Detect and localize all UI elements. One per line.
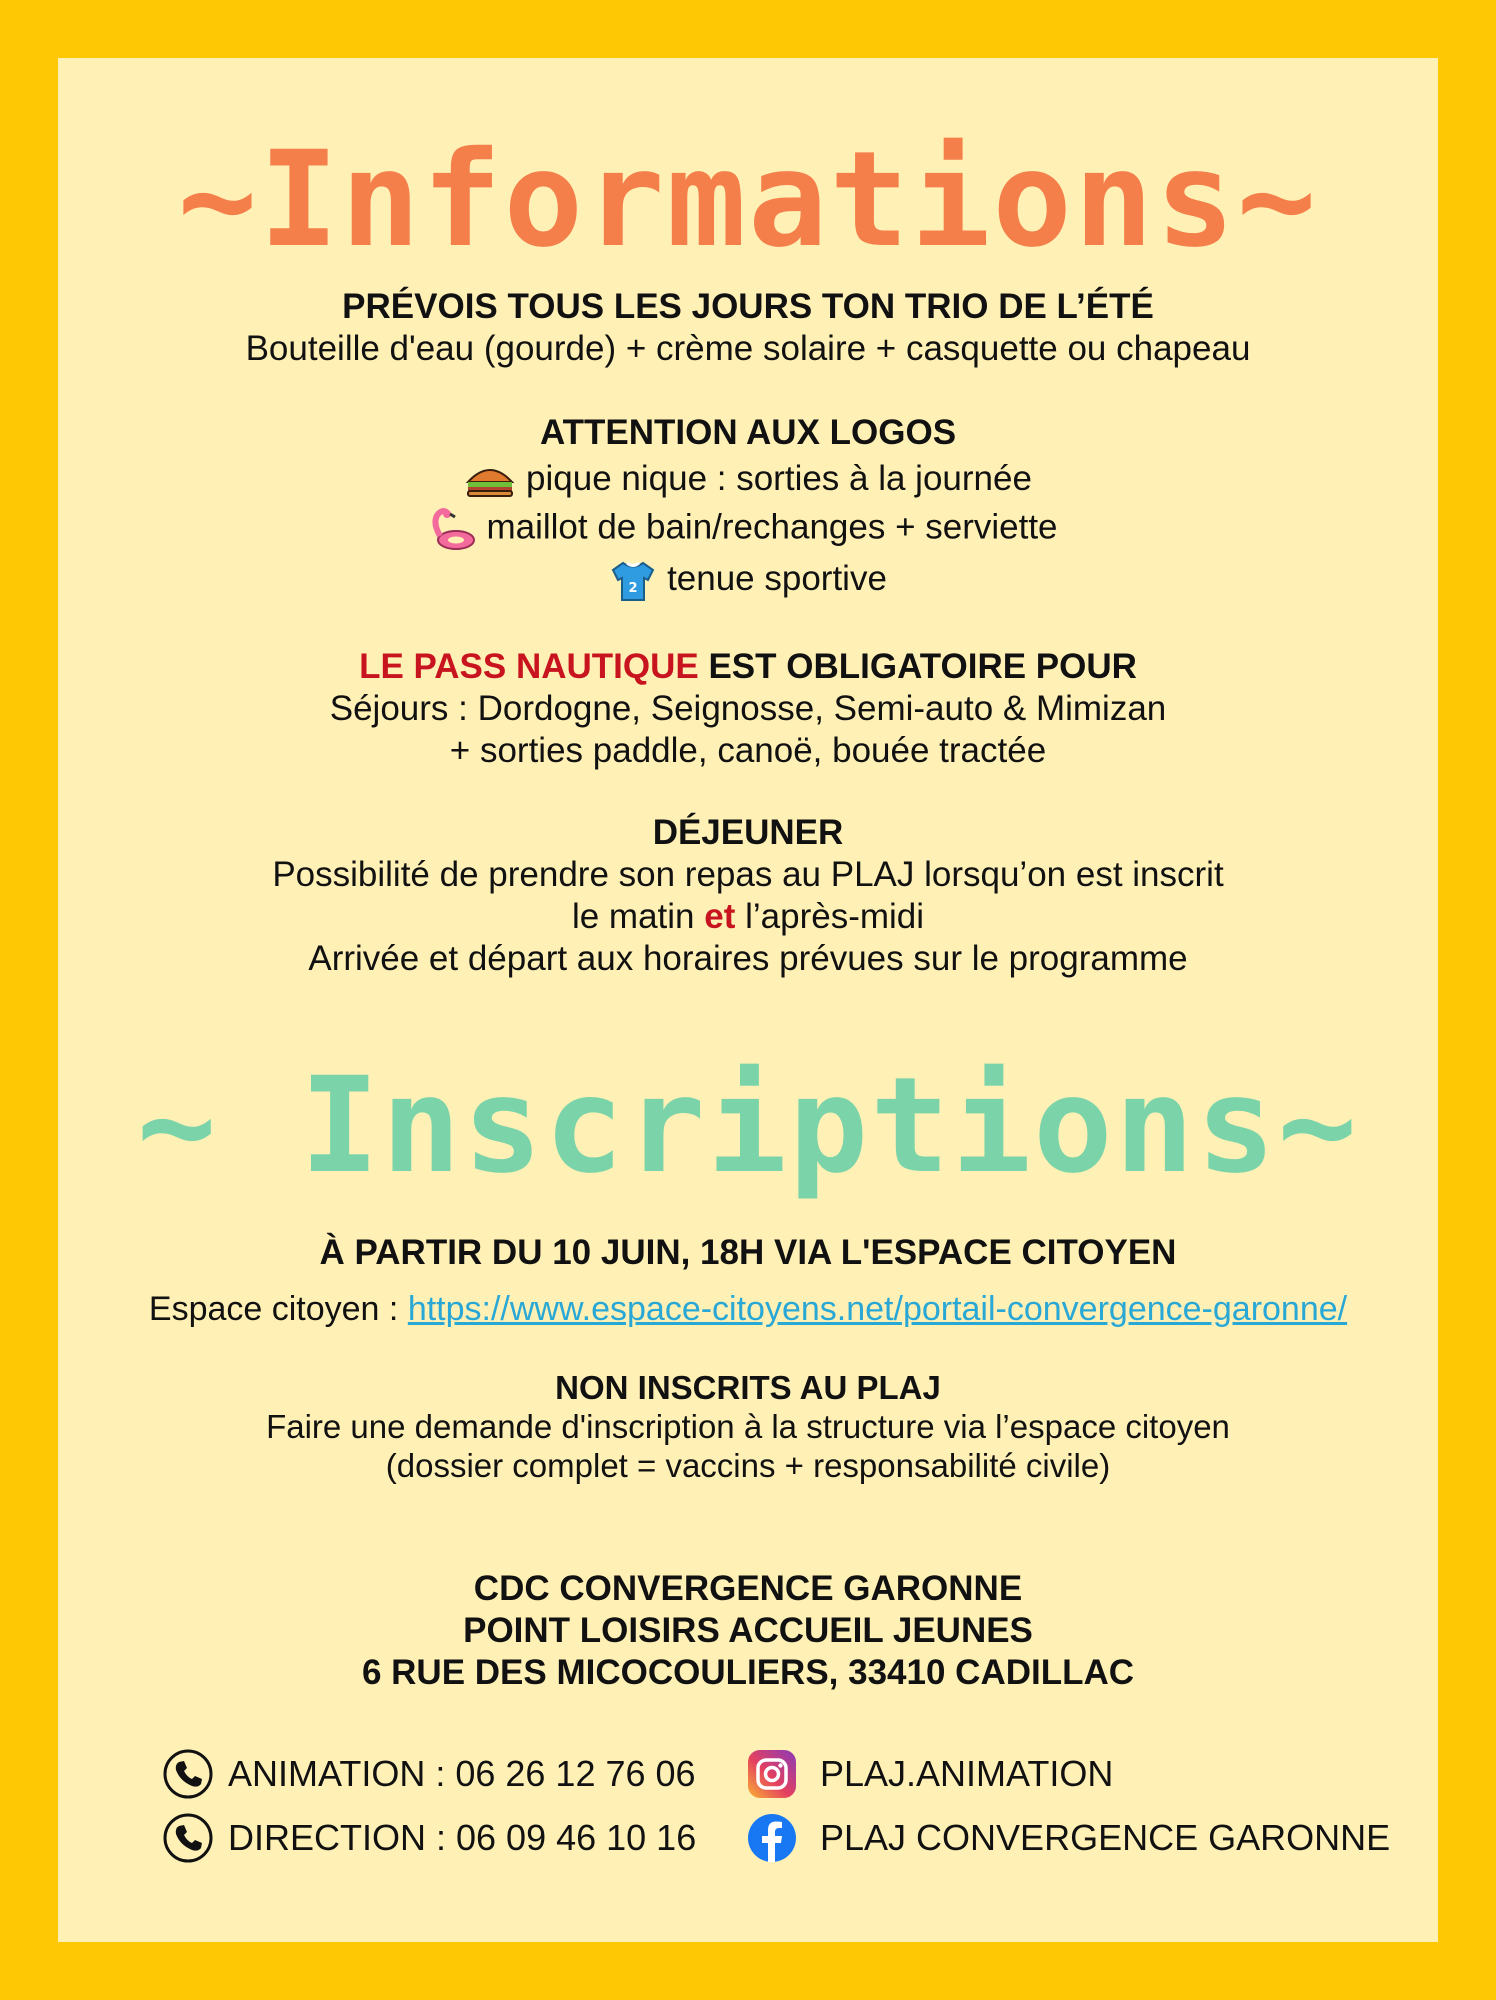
trio-section [58,286,1438,370]
sandwich-icon [464,464,516,498]
lunch-line-3: Arrivée et départ aux horaires prévues sur le programme [308,939,1188,978]
lunch-line-2-a: le matin [571,897,705,936]
address-section [58,1568,1438,1694]
lunch-line-2 [58,896,1438,938]
logos-section [58,412,1438,602]
pass-title [58,646,1438,688]
lunch-title: DÉJEUNER [652,813,844,852]
informations-heading: ~Informations~ [177,123,1319,277]
svg-text:2: 2 [628,580,638,596]
registration-title: À PARTIR DU 10 JUIN, 18H VIA L'ESPACE CITOYEN [319,1233,1177,1272]
logo-item-sport-label: tenue sportive [667,559,887,598]
lunch-line-1: Possibilité de prendre son repas au PLAJ lorsqu’on est inscrit [272,855,1224,894]
phone-icon [162,1748,214,1800]
registration-link-line [58,1288,1438,1330]
pass-title-red: LE PASS NAUTIQUE [359,647,699,686]
lunch-line-2-red: et [704,897,736,936]
phone-icon [162,1812,214,1864]
flamingo-float-icon [428,506,476,552]
trio-title: PRÉVOIS TOUS LES JOURS TON TRIO DE L’ÉTÉ [342,287,1154,326]
address-line-3: 6 RUE DES MICOCOULIERS, 33410 CADILLAC [361,1653,1135,1692]
contact-animation [162,1746,696,1802]
contact-direction-text[interactable]: DIRECTION : 06 09 46 10 16 [228,1817,697,1858]
contact-animation-text[interactable]: ANIMATION : 06 26 12 76 06 [228,1753,696,1794]
pass-title-rest: EST OBLIGATOIRE POUR [698,647,1137,686]
logo-item-picnic [58,458,1438,500]
address-line-1: CDC CONVERGENCE GARONNE [473,1569,1023,1608]
contact-facebook [746,1810,1390,1866]
contact-direction [162,1810,696,1866]
logo-item-sport [58,558,1438,602]
flyer-page [58,58,1438,1942]
logo-item-swim-label: maillot de bain/rechanges + serviette [486,507,1058,547]
jersey-icon [609,560,657,602]
lunch-section [58,812,1438,980]
registration-section [58,1232,1438,1330]
registration-link-label: Espace citoyen : [148,1290,408,1328]
contact-instagram [746,1746,1113,1802]
address-line-2: POINT LOISIRS ACCUEIL JEUNES [463,1611,1033,1650]
espace-citoyen-link[interactable]: https://www.espace-citoyens.net/portail-convergence-garonne/ [407,1290,1348,1328]
pass-line-1: Séjours : Dordogne, Seignosse, Semi-auto & Mimizan [329,689,1167,728]
lunch-line-2-b: l’après-midi [735,897,925,936]
logo-item-picnic-label: pique nique : sorties à la journée [526,459,1032,498]
non-registered-section [58,1368,1438,1485]
non-registered-line-1: Faire une demande d'inscription à la structure via l’espace citoyen [266,1408,1230,1445]
trio-text: Bouteille d'eau (gourde) + crème solaire + casquette ou chapeau [245,329,1251,368]
inscriptions-heading: ~ Inscriptions~ [136,1049,1360,1203]
instagram-icon [746,1748,798,1800]
contact-facebook-text[interactable]: PLAJ CONVERGENCE GARONNE [820,1817,1391,1858]
contact-instagram-text[interactable]: PLAJ.ANIMATION [820,1753,1114,1794]
pass-line-2: + sorties paddle, canoë, bouée tractée [449,731,1047,770]
facebook-icon [746,1812,798,1864]
pass-section [58,646,1438,772]
logo-item-swim [58,506,1438,552]
non-registered-line-2: (dossier complet = vaccins + responsabilité civile) [385,1447,1111,1484]
logos-title: ATTENTION AUX LOGOS [539,413,957,452]
non-registered-title: NON INSCRITS AU PLAJ [555,1369,941,1406]
